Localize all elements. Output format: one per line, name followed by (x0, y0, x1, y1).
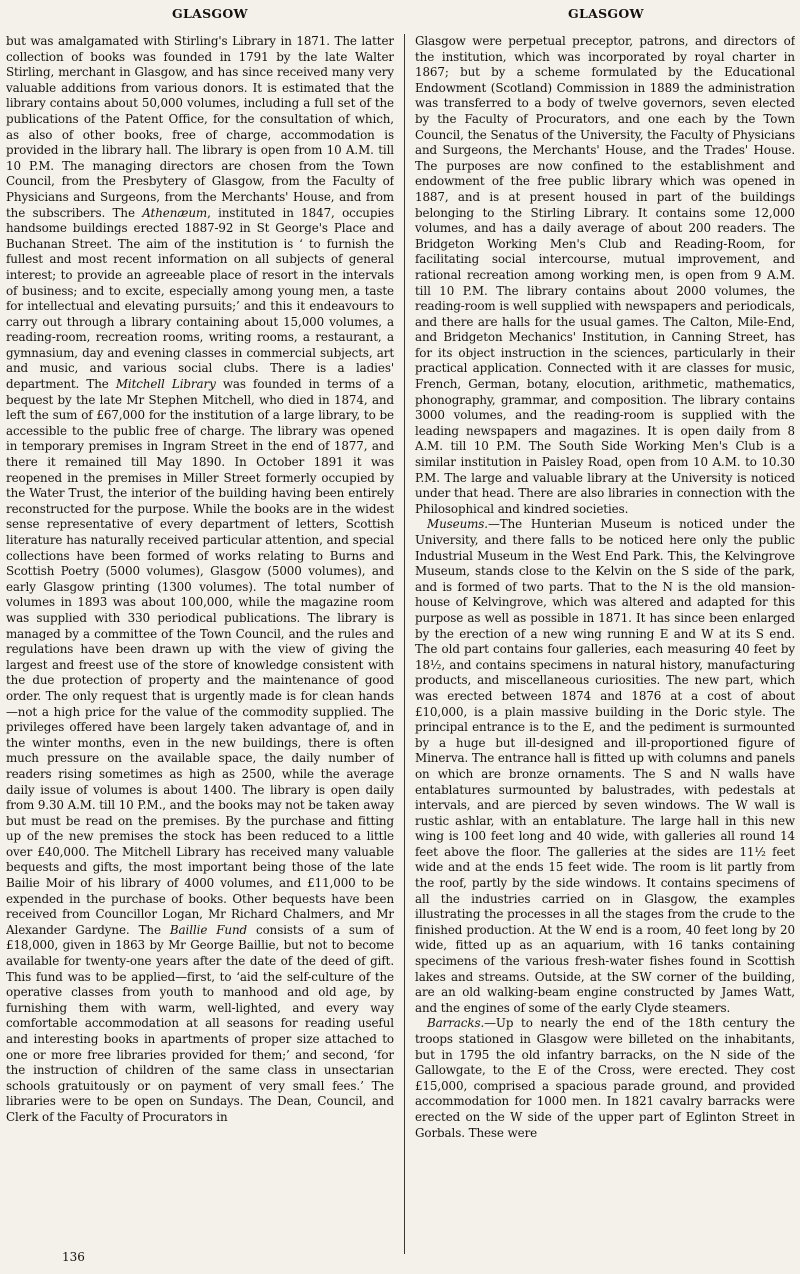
column-divider (404, 34, 405, 1254)
text-run: was founded in terms of a bequest by the late Mr Stephen Mitchell, who died in 1874, and left the sum of £67,000 for the institution of a large library, to be accessible to the public free of charge. The library was opened in temporary premises in Ingram Street in the end of 1877, and there it remained till May 1890. In October 1891 it was reopened in the premises in Miller Street formerly occupied by the Water Trust, the interior of the building having been entirely reconstructed for the purpose. While the books are in the widest sense representative of every department of letters, Scottish literature has naturally received particular attention, and special collections have been formed of works relating to Burns and Scottish Poetry (5000 volumes), Glasgow (5000 volumes), and early Glasgow printing (1300 volumes). The total number of volumes in 1893 was about 100,000, while the magazine room was supplied with 330 periodical publications. The library is managed by a committee of the Town Council, and the rules and regulations have been drawn up with the view of giving the largest and freest use of the store of knowledge consistent with the due protection of property and the maintenance of good order. The only request that is urgently made is for clean hands—not a high price for the value of the commodity supplied. The privileges offered have been largely taken advantage of, and in the winter months, even in the new buildings, there is often much pressure on the available space, the daily number of readers rising sometimes as high as 2500, while the average daily issue of volumes is about 1400. The library is open daily from 9.30 A.M. till 10 P.M., and the books may not be taken away but must be read on the premises. By the purchase and fitting up of the new premises the stock has been reduced to a little over £40,000. The Mitchell Library has received many valuable bequests and gifts, the most important being those of the late Bailie Moir of his library of 4000 volumes, and £11,000 to be expended in the purchase of books. Other bequests have been received from Councillor Logan, Mr Richard Chalmers, and Mr Alexander Gardyne. The (6, 377, 394, 937)
right-column (415, 34, 795, 1272)
header-right-title: GLASGOW (568, 6, 644, 21)
text-run: —The Hunterian Museum is noticed under the University, and there falls to be noticed here only the public Industrial Museum in the West End Park. This, the Kelvingrove Museum, stands close to the Kelvin on the S side of the park, and is formed of two parts. That to the N is the old mansion-house of Kelvingrove, which was altered and adapted for this purpose as well as possible in 1871. It has since been enlarged by the erection of a new wing running E and W at its S end. The old part contains four galleries, each measuring 40 feet by 18½, and contains specimens in natural history, manufacturing products, and miscellaneous curiosities. The new part, which was erected between 1874 and 1876 at a cost of about £10,000, is a plain massive building in the Doric style. The principal entrance is to the E, and the pediment is surmounted by a huge but ill-designed and ill-proportioned figure of Minerva. The entrance hall is fitted up with columns and panels on which are bronze ornaments. The S and N walls have entablatures surmounted by balustrades, with pedestals at intervals, and are pierced by seven windows. The W wall is rustic ashlar, with an entablature. The large hall in this new wing is 100 feet long and 40 wide, with galleries all round 14 feet above the floor. The galleries at the sides are 11½ feet wide and at the ends 15 feet wide. The room is lit partly from the roof, partly by the side windows. It contains specimens of all the industries carried on in Glasgow, the examples illustrating the processes in all the stages from the crude to the finished production. At the W end is a room, 40 feet long by 20 wide, fitted up as an aquarium, with 16 tanks containing specimens of the various fresh-water fishes found in Scottish lakes and streams. Outside, at the SW corner of the building, are an old walking-beam engine constructed by James Watt, and the engines of some of the early Clyde steamers. (415, 517, 795, 1015)
text-run: —Up to nearly the end of the 18th century the troops stationed in Glasgow were billeted on the inhabitants, but in 1795 the old infantry barracks, on the N side of the Gallowgate, to the E of the Cross, were erected. They cost £15,000, comprised a spacious parade ground, and provided accommodation for 1000 men. In 1821 cavalry barracks were erected on the W side of the upper part of Eglinton Street in Gorbals. These were (415, 1016, 795, 1140)
italic-term-baillie-fund: Baillie Fund (169, 922, 248, 937)
text-run: , instituted in 1847, occupies handsome buildings erected 1887-92 in St George's Place and Buchanan Street. The aim of the institution is ‘ to furnish the fullest and most recent information on all subjects of general interest; to provide an agreeable place of resort in the intervals of business; and to excite, especially among young men, a taste for intellectual and elevating pursuits;’ and this it endeavours to carry out through a library containing about 15,000 volumes, a reading-room, recreation rooms, writing rooms, a restaurant, a gymnasium, day and evening classes in commercial subjects, art and music, and various social clubs. There is a ladies' department. The (6, 205, 394, 392)
italic-term-athenaeum: Athenæum (142, 205, 208, 220)
italic-term-mitchell-library: Mitchell Library (115, 377, 216, 392)
barracks-paragraph (415, 1016, 795, 1141)
museums-paragraph (415, 517, 795, 1016)
page-number: 136 (62, 1250, 85, 1264)
header-left-title: GLASGOW (172, 6, 248, 21)
text-run: but was amalgamated with Stirling's Library in 1871. The latter collection of books was founded in 1791 by the late Walter Stirling, merchant in Glasgow, and has since received many very valuable additions from various donors. It is estimated that the library contains about 50,000 volumes, including a full set of the publications of the Patent Office, for the consultation of which, as also of other books, free of charge, accommodation is provided in the library hall. The library is open from 10 A.M. till 10 P.M. The managing directors are chosen from the Town Council, from the Presbytery of Glasgow, from the Faculty of Physicians and Surgeons, from the Merchants' House, and from the subscribers. The (6, 34, 394, 220)
left-column (6, 34, 394, 1252)
left-paragraph (6, 34, 394, 1126)
right-paragraph: Glasgow were perpetual preceptor, patrons, and directors of the institution, which was incorporated by royal charter in 1867; but by a scheme formulated by the Educational Endowment (Scotland) Commission in 1889 the administration was transferred to a body of twelve governors, seven elected by the Faculty of Procurators, and one each by the Town Council, the Senatus of the University, the Faculty of Physicians and Surgeons, the Merchants' House, and the Trades' House. The purposes are now confined to the establishment and endowment of the free public library which was opened in 1887, and is at present housed in part of the buildings belonging to the Stirling Library. It contains some 12,000 volumes, and has a daily average of about 200 readers. The Bridgeton Working Men's Club and Reading-Room, for facilitating social intercourse, mutual improvement, and rational recreation among working men, is open from 9 A.M. till 10 P.M. The library contains about 2000 volumes, the reading-room is well supplied with newspapers and periodicals, and there are halls for the usual games. The Calton, Mile-End, and Bridgeton Mechanics' Institution, in Canning Street, has for its object instruction in the sciences, particularly in their practical application. Connected with it are classes for music, French, German, botany, elocution, arithmetic, mathematics, phonography, grammar, and composition. The library contains 3000 volumes, and the reading-room is supplied with the leading newspapers and magazines. It is open daily from 8 A.M. till 10 P.M. The South Side Working Men's Club is a similar institution in Paisley Road, open from 10 A.M. to 10.30 P.M. The large and valuable library at the University is noticed under that head. There are also libraries in connection with the Philosophical and kindred societies. (415, 34, 795, 516)
running-header (0, 6, 800, 28)
text-run: consists of a sum of £18,000, given in 1863 by Mr George Baillie, but not to become available for twenty-one years after the date of the deed of gift. This fund was to be applied—first, to ‘aid the self-culture of the operative classes from youth to manhood and old age, by furnishing them with warm, well-lighted, and every way comfortable accommodation at all seasons for reading useful and interesting books in apartments of proper size attached to one or more free libraries provided for them;’ and second, ‘for the instruction of children of the same class in unsectarian schools gratuitously or on payment of very small fees.’ The libraries were to be open on Sundays. The Dean, Council, and Clerk of the Faculty of Procurators in (6, 922, 394, 1124)
section-heading-museums: Museums. (427, 517, 488, 532)
section-heading-barracks: Barracks. (427, 1016, 485, 1031)
